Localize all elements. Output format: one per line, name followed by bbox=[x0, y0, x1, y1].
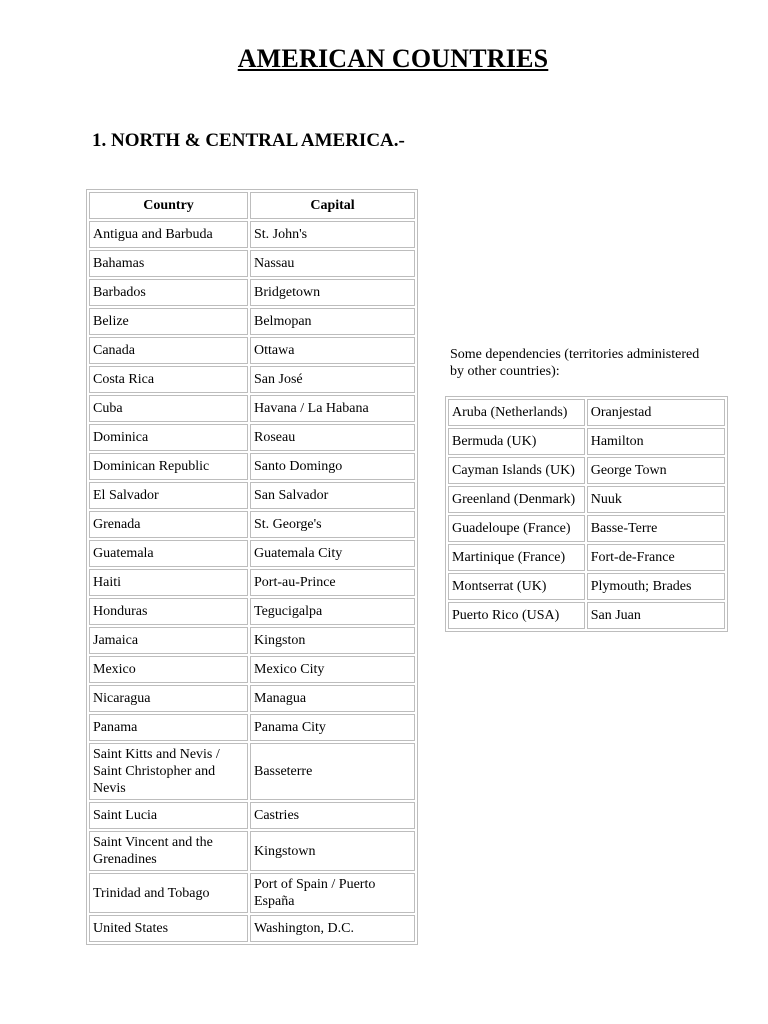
capital-cell: Panama City bbox=[250, 714, 415, 741]
country-cell: Mexico bbox=[89, 656, 248, 683]
country-cell: Saint Kitts and Nevis / Saint Christopher and Nevis bbox=[89, 743, 248, 800]
table-row bbox=[89, 627, 415, 654]
capital-cell: Basse-Terre bbox=[587, 515, 725, 542]
country-cell: Guatemala bbox=[89, 540, 248, 567]
capital-cell: Kingstown bbox=[250, 831, 415, 871]
dependencies-table bbox=[445, 396, 728, 632]
country-cell: Dominican Republic bbox=[89, 453, 248, 480]
capital-cell: Kingston bbox=[250, 627, 415, 654]
country-cell: Greenland (Denmark) bbox=[448, 486, 585, 513]
capital-cell: San Juan bbox=[587, 602, 725, 629]
capital-cell: Santo Domingo bbox=[250, 453, 415, 480]
capital-cell: St. John's bbox=[250, 221, 415, 248]
table-row bbox=[89, 656, 415, 683]
capital-cell: Havana / La Habana bbox=[250, 395, 415, 422]
table-row bbox=[448, 399, 725, 426]
capital-cell: Managua bbox=[250, 685, 415, 712]
country-cell: Dominica bbox=[89, 424, 248, 451]
table-row bbox=[448, 486, 725, 513]
table-row bbox=[89, 250, 415, 277]
table-row bbox=[89, 598, 415, 625]
table-row bbox=[89, 395, 415, 422]
country-cell: Nicaragua bbox=[89, 685, 248, 712]
table-row bbox=[89, 685, 415, 712]
capital-cell: Castries bbox=[250, 802, 415, 829]
table-row bbox=[448, 515, 725, 542]
capital-cell: Mexico City bbox=[250, 656, 415, 683]
table-row bbox=[89, 915, 415, 942]
table-row bbox=[89, 714, 415, 741]
column-header-country: Country bbox=[89, 192, 248, 219]
table-row bbox=[89, 221, 415, 248]
country-cell: Canada bbox=[89, 337, 248, 364]
table-row bbox=[448, 457, 725, 484]
country-cell: Guadeloupe (France) bbox=[448, 515, 585, 542]
table-row bbox=[448, 602, 725, 629]
country-cell: Trinidad and Tobago bbox=[89, 873, 248, 913]
country-cell: Haiti bbox=[89, 569, 248, 596]
table-row bbox=[89, 279, 415, 306]
country-cell: Aruba (Netherlands) bbox=[448, 399, 585, 426]
country-cell: Jamaica bbox=[89, 627, 248, 654]
section-heading: 1. NORTH & CENTRAL AMERICA.- bbox=[92, 130, 405, 151]
country-cell: Montserrat (UK) bbox=[448, 573, 585, 600]
country-cell: United States bbox=[89, 915, 248, 942]
country-cell: Bermuda (UK) bbox=[448, 428, 585, 455]
table-row bbox=[448, 573, 725, 600]
capital-cell: Plymouth; Brades bbox=[587, 573, 725, 600]
country-cell: Cuba bbox=[89, 395, 248, 422]
capital-cell: Washington, D.C. bbox=[250, 915, 415, 942]
dependencies-note: Some dependencies (territories administered by other countries): bbox=[450, 347, 700, 379]
capital-cell: Port of Spain / Puerto España bbox=[250, 873, 415, 913]
table-row bbox=[89, 453, 415, 480]
capital-cell: Bridgetown bbox=[250, 279, 415, 306]
capital-cell: San Salvador bbox=[250, 482, 415, 509]
table-row bbox=[448, 544, 725, 571]
table-row bbox=[448, 428, 725, 455]
table-row bbox=[89, 743, 415, 800]
page-title: AMERICAN COUNTRIES bbox=[237, 44, 549, 73]
table-row bbox=[89, 831, 415, 871]
capital-cell: Guatemala City bbox=[250, 540, 415, 567]
table-row bbox=[89, 308, 415, 335]
capital-cell: Ottawa bbox=[250, 337, 415, 364]
capital-cell: Belmopan bbox=[250, 308, 415, 335]
country-cell: Panama bbox=[89, 714, 248, 741]
capital-cell: Tegucigalpa bbox=[250, 598, 415, 625]
country-cell: Saint Vincent and the Grenadines bbox=[89, 831, 248, 871]
country-cell: Saint Lucia bbox=[89, 802, 248, 829]
table-row bbox=[89, 873, 415, 913]
capital-cell: Nuuk bbox=[587, 486, 725, 513]
country-cell: El Salvador bbox=[89, 482, 248, 509]
table-row bbox=[89, 482, 415, 509]
column-header-capital: Capital bbox=[250, 192, 415, 219]
capital-cell: St. George's bbox=[250, 511, 415, 538]
country-cell: Puerto Rico (USA) bbox=[448, 602, 585, 629]
header-row bbox=[89, 192, 415, 219]
table-row bbox=[89, 424, 415, 451]
country-cell: Honduras bbox=[89, 598, 248, 625]
capital-cell: Fort-de-France bbox=[587, 544, 725, 571]
capital-cell: Oranjestad bbox=[587, 399, 725, 426]
capital-cell: San José bbox=[250, 366, 415, 393]
country-cell: Cayman Islands (UK) bbox=[448, 457, 585, 484]
country-cell: Antigua and Barbuda bbox=[89, 221, 248, 248]
country-cell: Belize bbox=[89, 308, 248, 335]
country-cell: Bahamas bbox=[89, 250, 248, 277]
country-cell: Barbados bbox=[89, 279, 248, 306]
country-cell: Grenada bbox=[89, 511, 248, 538]
capital-cell: Port-au-Prince bbox=[250, 569, 415, 596]
table-row bbox=[89, 540, 415, 567]
capital-cell: Hamilton bbox=[587, 428, 725, 455]
capital-cell: Basseterre bbox=[250, 743, 415, 800]
table-row bbox=[89, 569, 415, 596]
country-cell: Martinique (France) bbox=[448, 544, 585, 571]
capital-cell: George Town bbox=[587, 457, 725, 484]
table-row bbox=[89, 366, 415, 393]
table-row bbox=[89, 511, 415, 538]
capital-cell: Nassau bbox=[250, 250, 415, 277]
table-row bbox=[89, 337, 415, 364]
country-cell: Costa Rica bbox=[89, 366, 248, 393]
countries-table bbox=[86, 189, 418, 945]
capital-cell: Roseau bbox=[250, 424, 415, 451]
table-row bbox=[89, 802, 415, 829]
